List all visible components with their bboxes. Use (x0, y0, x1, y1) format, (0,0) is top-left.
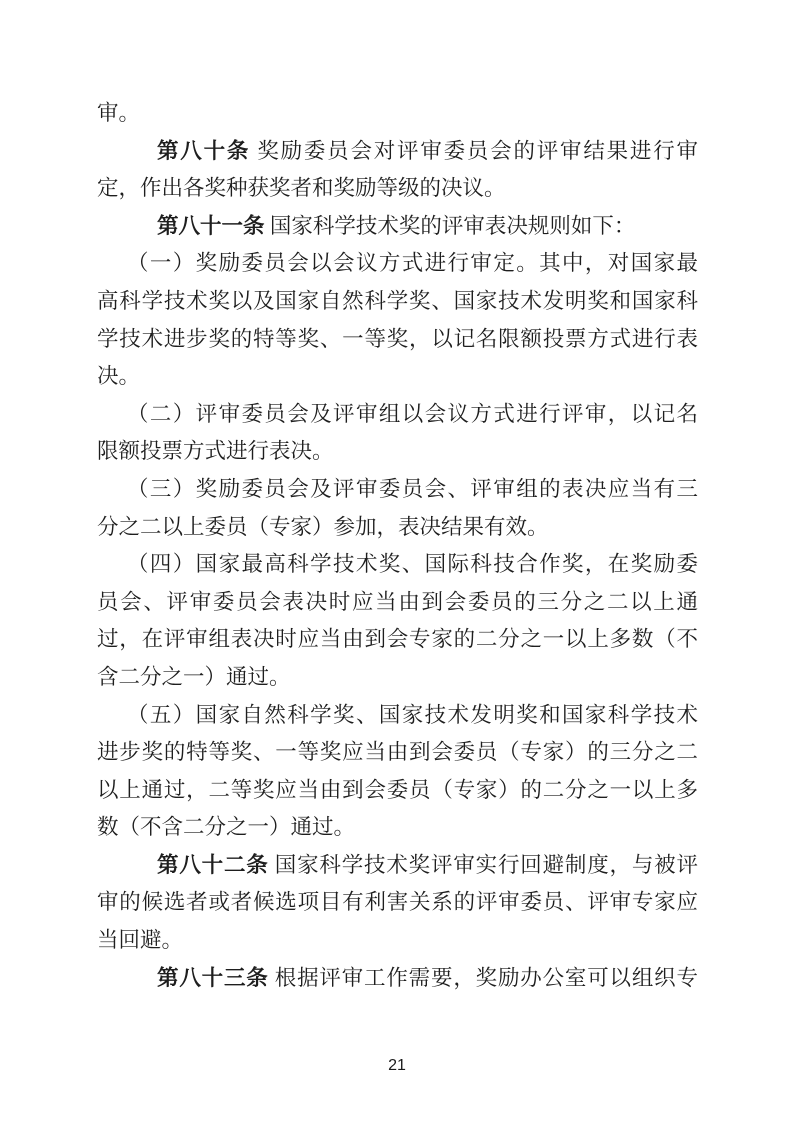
body-text: 根据评审工作需要，奖励办公室可以组织专 (268, 965, 698, 990)
body-text: （四）国家最高科学技术奖、国际科技合作奖，在奖励委 (127, 552, 698, 577)
text-line (97, 809, 698, 847)
paragraph-continuation (97, 95, 698, 133)
page-number: 21 (388, 1057, 406, 1074)
body-text: 分之二以上委员（专家）参加，表决结果有效。 (97, 514, 549, 539)
body-text: 高科学技术奖以及国家自然科学奖、国家技术发明奖和国家科 (97, 288, 698, 313)
text-line (97, 471, 698, 509)
body-text: 员会、评审委员会表决时应当由到会委员的三分之二以上通 (97, 589, 698, 614)
text-line (97, 208, 698, 246)
article-heading-text: 第八十条 (157, 138, 251, 163)
text-line (97, 884, 698, 922)
text-line (97, 659, 698, 697)
paragraph-item-5 (97, 697, 698, 847)
page-footer (0, 1057, 794, 1075)
text-line (97, 358, 698, 396)
body-text: 国家科学技术奖的评审表决规则如下： (264, 213, 636, 238)
body-text: 定，作出各奖种获奖者和奖励等级的决议。 (97, 176, 506, 201)
text-line (97, 960, 698, 998)
body-text: 限额投票方式进行表决。 (97, 439, 334, 464)
text-line (97, 95, 698, 133)
paragraph-item-1 (97, 245, 698, 395)
text-line (97, 922, 698, 960)
paragraph-item-4 (97, 546, 698, 696)
body-text: 学技术进步奖的特等奖、一等奖，以记名限额投票方式进行表 (97, 326, 698, 351)
article-heading-text: 第八十二条 (157, 852, 269, 877)
paragraph-article-83 (97, 960, 698, 998)
text-line (97, 772, 698, 810)
text-line (97, 697, 698, 735)
text-line (97, 433, 698, 471)
body-text: （一）奖励委员会以会议方式进行审定。其中，对国家最 (127, 251, 698, 276)
body-text: 审的候选者或者候选项目有利害关系的评审委员、评审专家应 (97, 890, 698, 915)
text-line (97, 321, 698, 359)
paragraph-article-82 (97, 847, 698, 960)
body-text: 含二分之一）通过。 (97, 664, 291, 689)
body-text: （二）评审委员会及评审组以会议方式进行评审，以记名 (127, 401, 698, 426)
text-line (97, 621, 698, 659)
text-line (97, 133, 698, 171)
text-line (97, 245, 698, 283)
text-line (97, 734, 698, 772)
text-line (97, 847, 698, 885)
body-text: 进步奖的特等奖、一等奖应当由到会委员（专家）的三分之二 (97, 740, 698, 765)
body-text: 过，在评审组表决时应当由到会专家的二分之一以上多数（不 (97, 627, 698, 652)
body-text: （三）奖励委员会及评审委员会、评审组的表决应当有三 (127, 476, 698, 501)
body-text: （五）国家自然科学奖、国家技术发明奖和国家科学技术 (127, 702, 698, 727)
text-line (97, 584, 698, 622)
article-heading-text: 第八十三条 (157, 965, 269, 990)
body-text: 审。 (97, 101, 141, 125)
paragraph-article-80 (97, 133, 698, 208)
text-line (97, 170, 698, 208)
body-text: 以上通过，二等奖应当由到会委员（专家）的二分之一以上多 (97, 777, 698, 802)
text-line (97, 509, 698, 547)
body-text: 奖励委员会对评审委员会的评审结果进行审 (250, 138, 698, 163)
text-line (97, 283, 698, 321)
body-text: 国家科学技术奖评审实行回避制度，与被评 (268, 852, 698, 877)
paragraph-item-2 (97, 396, 698, 471)
body-text: 决。 (97, 364, 141, 389)
body-text: 数（不含二分之一）通过。 (97, 815, 356, 840)
article-heading-text: 第八十一条 (157, 213, 265, 238)
body-text: 当回避。 (97, 928, 184, 953)
text-line (97, 396, 698, 434)
paragraph-item-3 (97, 471, 698, 546)
text-line (97, 546, 698, 584)
paragraph-article-81 (97, 208, 698, 246)
document-body (97, 95, 698, 997)
